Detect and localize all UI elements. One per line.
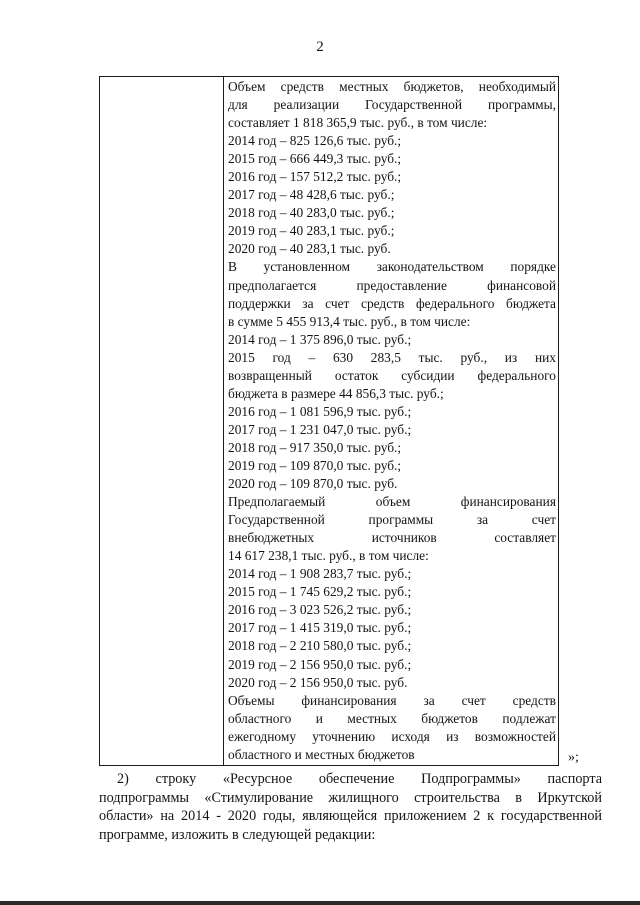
table-cell-line: 2016 год – 3 023 526,2 тыс. руб.;	[228, 602, 412, 618]
table-cell-line: 2018 год – 40 283,0 тыс. руб.;	[228, 205, 395, 221]
table-cell-line: составляет 1 818 365,9 тыс. руб., в том числе:	[228, 115, 488, 131]
table-cell-line: 2014 год – 825 126,6 тыс. руб.;	[228, 133, 402, 149]
table-cell-line: 2016 год – 1 081 596,9 тыс. руб.;	[228, 403, 412, 419]
table-cell-line: 2017 год – 1 231 047,0 тыс. руб.;	[228, 421, 412, 437]
table-cell-line: 14 617 238,1 тыс. руб., в том числе:	[228, 548, 429, 564]
table-cell-text	[228, 78, 556, 764]
table-cell-line: поддержки за счет средств федерального бюджета	[228, 295, 556, 311]
paragraph-line: программе, изложить в следующей редакции:	[99, 826, 376, 843]
table-cell-line: 2018 год – 917 350,0 тыс. руб.;	[228, 439, 402, 455]
table-cell-line: 2019 год – 40 283,1 тыс. руб.;	[228, 223, 395, 239]
table-cell-line: Объемы финансирования за счет средств	[228, 692, 556, 708]
table-cell-line: 2020 год – 109 870,0 тыс. руб.	[228, 476, 398, 492]
table-cell-line: В установленном законодательством порядке	[228, 259, 556, 275]
table-cell-line: 2015 год – 666 449,3 тыс. руб.;	[228, 151, 402, 167]
table-cell-line: областного и местных бюджетов подлежат	[228, 710, 556, 726]
scan-edge	[0, 901, 640, 905]
table-cell-line: возвращенный остаток субсидии федерального	[228, 367, 556, 383]
table-cell-line: областного и местных бюджетов	[228, 746, 415, 762]
table-cell-line: бюджета в размере 44 856,3 тыс. руб.;	[228, 385, 444, 401]
paragraph-line: подпрограммы «Стимулирование жилищного строительства в Иркутской	[99, 789, 602, 806]
table-cell-line: предполагается предоставление финансовой	[228, 277, 556, 293]
table-cell-line: 2018 год – 2 210 580,0 тыс. руб.;	[228, 638, 412, 654]
table-cell-line: для реализации Государственной программы,	[228, 97, 556, 113]
table-cell-line: 2019 год – 2 156 950,0 тыс. руб.;	[228, 656, 412, 672]
table-cell-line: 2016 год – 157 512,2 тыс. руб.;	[228, 169, 402, 185]
table-cell-line: 2017 год – 1 415 319,0 тыс. руб.;	[228, 620, 412, 636]
closing-quote: »;	[568, 750, 579, 765]
table-cell-line: Предполагаемый объем финансирования	[228, 494, 556, 510]
table-cell-line: внебюджетных источников составляет	[228, 530, 556, 546]
table-cell-line: 2020 год – 40 283,1 тыс. руб.	[228, 241, 391, 257]
table-column-divider	[223, 77, 224, 765]
table-cell-line: в сумме 5 455 913,4 тыс. руб., в том числе:	[228, 313, 471, 329]
table-cell-line: 2020 год – 2 156 950,0 тыс. руб.	[228, 674, 408, 690]
table-cell-line: Объем средств местных бюджетов, необходимый	[228, 79, 556, 94]
paragraph-line: 2) строку «Ресурсное обеспечение Подпрограммы» паспорта	[117, 771, 602, 787]
resource-table	[99, 76, 559, 766]
table-cell-line: 2014 год – 1 375 896,0 тыс. руб.;	[228, 331, 412, 347]
paragraph-line: области» на 2014 - 2020 годы, являющейся приложением 2 к государственной	[99, 808, 602, 825]
page-number: 2	[316, 39, 324, 55]
amendment-paragraph	[99, 770, 602, 844]
table-cell-line: 2014 год – 1 908 283,7 тыс. руб.;	[228, 566, 412, 582]
table-cell-line: Государственной программы за счет	[228, 512, 556, 528]
table-cell-line: 2015 год – 630 283,5 тыс. руб., из них	[228, 349, 556, 365]
table-cell-line: 2017 год – 48 428,6 тыс. руб.;	[228, 187, 395, 203]
table-cell-line: 2019 год – 109 870,0 тыс. руб.;	[228, 457, 402, 473]
table-cell-line: 2015 год – 1 745 629,2 тыс. руб.;	[228, 584, 412, 600]
table-cell-line: ежегодному уточнению исходя из возможностей	[228, 728, 556, 744]
